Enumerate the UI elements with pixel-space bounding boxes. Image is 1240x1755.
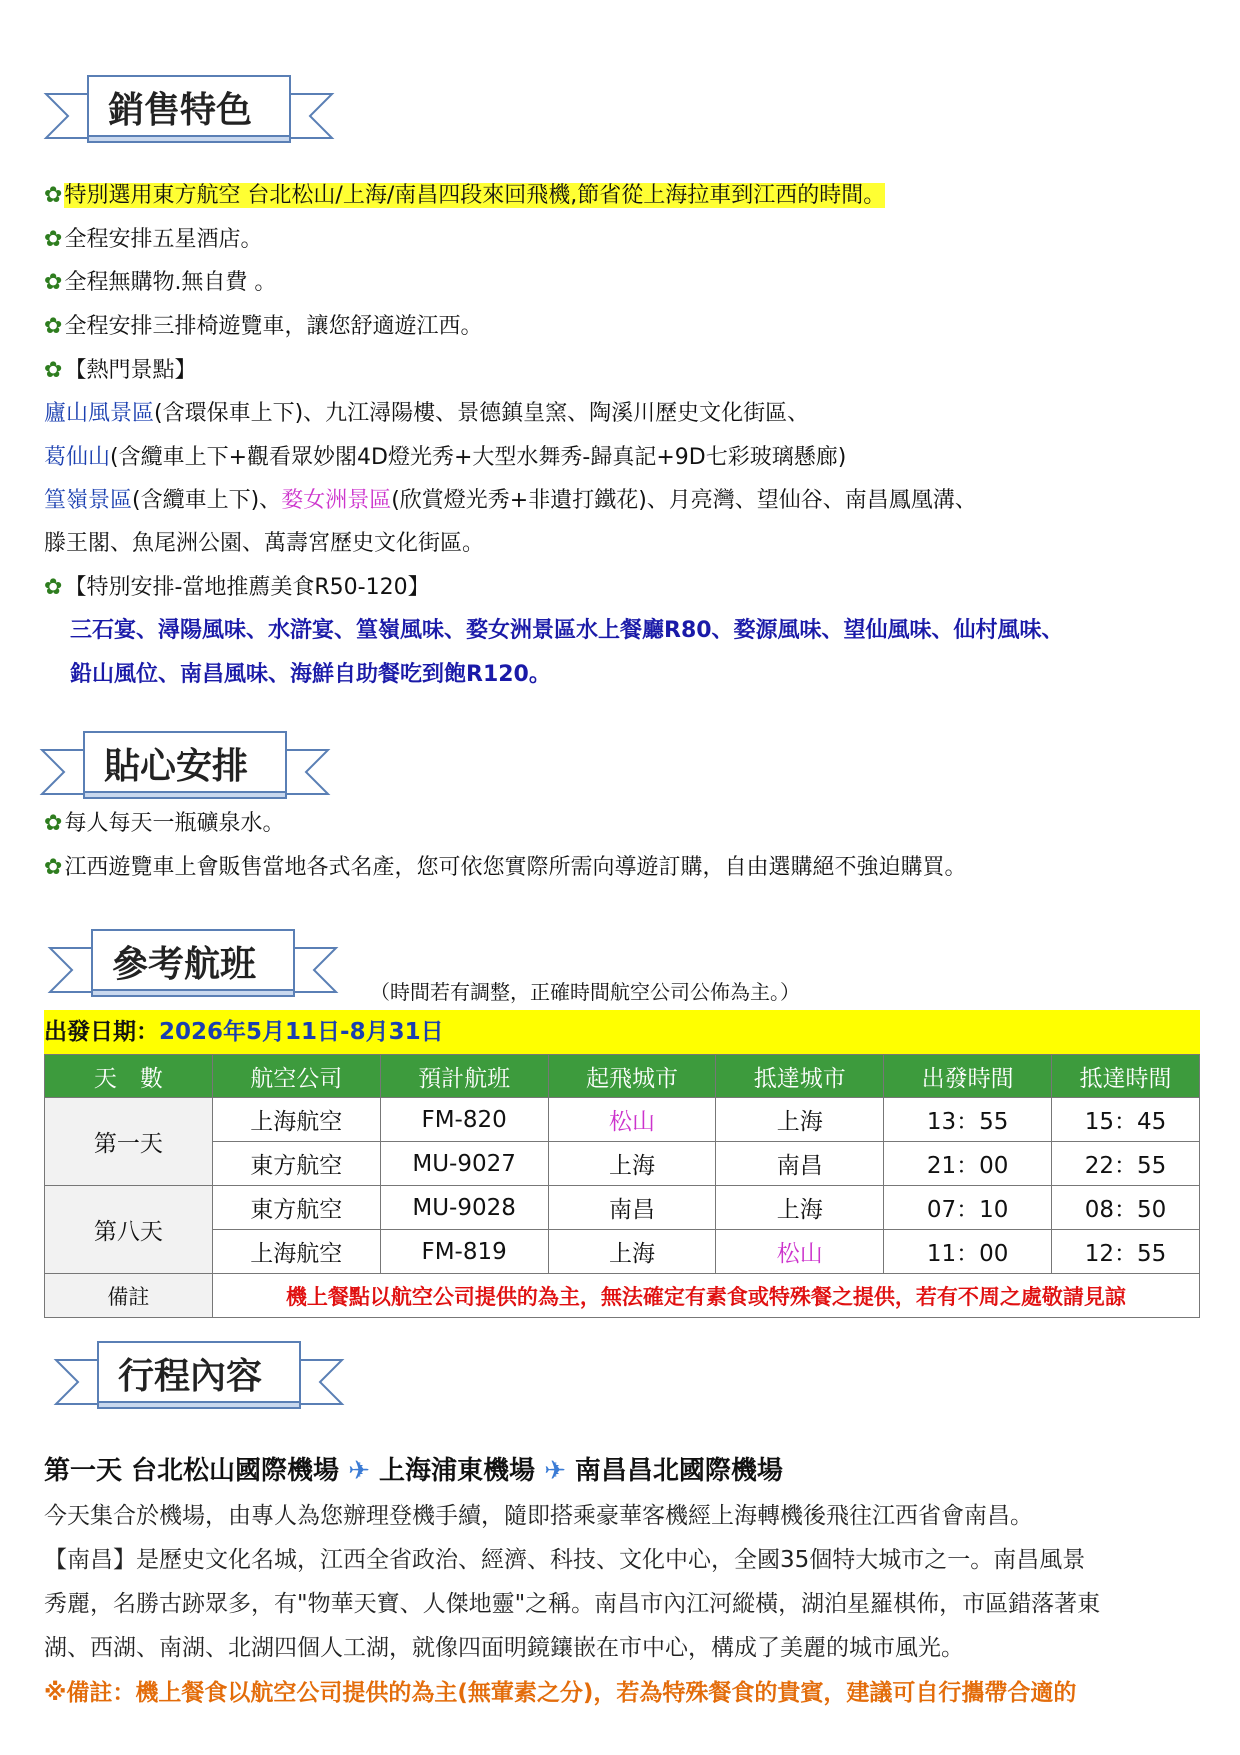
table-header: 預計航班 <box>380 1055 548 1098</box>
remark-label: 備註 <box>45 1274 213 1318</box>
care-item: ✿江西遊覽車上會販售當地各式名產，您可依您實際所需向導遊訂購，自由選購絕不強迫購買。 <box>44 855 967 880</box>
airplane-icon: ✈ <box>348 1456 370 1486</box>
flower-icon: ✿ <box>44 811 63 836</box>
sales-item: ✿特別選用東方航空 台北松山/上海/南昌四段來回飛機,節省從上海拉車到江西的時間。 <box>44 183 886 208</box>
table-row: 第八天 東方航空 MU-9028 南昌 上海 07：10 08：50 <box>45 1186 1200 1230</box>
spots-line: 葛仙山(含纜車上下+觀看眾妙閣4D燈光秀+大型水舞秀-歸真記+9D七彩玻璃懸廊) <box>44 445 847 470</box>
day1-paragraph: 【南昌】是歷史文化名城，江西全省政治、經濟、科技、文化中心，全國35個特大城市之一。南昌風景 <box>44 1547 1086 1573</box>
sales-item: ✿全程安排三排椅遊覽車，讓您舒適遊江西。 <box>44 314 483 339</box>
day1-paragraph: 秀麗，名勝古跡眾多，有"物華天寶、人傑地靈"之稱。南昌市內江河縱橫，湖泊星羅棋佈，市區錯落著東 <box>44 1591 1101 1617</box>
day1-note: ※備註：機上餐食以航空公司提供的為主(無葷素之分)，若為特殊餐食的貴賓，建議可自行攜帶合適的 <box>44 1680 1077 1706</box>
table-header: 抵達時間 <box>1052 1055 1200 1098</box>
table-header: 天 數 <box>45 1055 213 1098</box>
airplane-icon: ✈ <box>544 1456 566 1486</box>
table-remark-row <box>45 1274 1200 1318</box>
flight-note: （時間若有調整，正確時間航空公司公佈為主。） <box>370 980 800 1004</box>
table-header-row <box>45 1055 1200 1098</box>
spots-line: 廬山風景區(含環保車上下)、九江潯陽樓、景德鎮皇窯、陶溪川歷史文化街區、 <box>44 401 810 426</box>
table-row: 東方航空 MU-9027 上海 南昌 21：00 22：55 <box>45 1142 1200 1186</box>
day1-title: 第一天 台北松山國際機場 ✈ 上海浦東機場 ✈ 南昌昌北國際機場 <box>44 1456 783 1486</box>
table-header: 出發時間 <box>884 1055 1052 1098</box>
depart-dates: 2026年5月11日-8月31日 <box>159 1019 444 1045</box>
spots-line: 篁嶺景區(含纜車上下)、婺女洲景區(欣賞燈光秀+非遺打鐵花)、月亮灣、望仙谷、南昌鳳凰溝、 <box>44 488 977 513</box>
flower-icon: ✿ <box>44 358 63 383</box>
flower-icon: ✿ <box>44 575 63 600</box>
depart-date-bar: 出發日期：2026年5月11日-8月31日 <box>44 1010 1200 1054</box>
care-item: ✿每人每天一瓶礦泉水。 <box>44 811 285 836</box>
day-cell: 第八天 <box>45 1186 213 1274</box>
day1-paragraph: 今天集合於機場，由專人為您辦理登機手續，隨即搭乘豪華客機經上海轉機後飛往江西省會南昌。 <box>44 1503 1033 1529</box>
section-banner-itinerary <box>54 1338 344 1414</box>
section-title: 貼心安排 <box>104 746 249 787</box>
sales-item: ✿全程無購物.無自費 。 <box>44 270 277 295</box>
food-line: 三石宴、潯陽風味、水滸宴、篁嶺風味、婺女洲景區水上餐廳R80、婺源風味、望仙風味、仙村風味、 <box>70 618 1064 643</box>
table-row: 上海航空 FM-819 上海 松山 11：00 12：55 <box>45 1230 1200 1274</box>
flower-icon: ✿ <box>44 183 63 208</box>
flight-table <box>44 1054 1200 1318</box>
table-header: 航空公司 <box>212 1055 380 1098</box>
flower-icon: ✿ <box>44 855 63 880</box>
food-title: ✿【特別安排-當地推薦美食R50-120】 <box>44 575 430 600</box>
section-banner-care <box>40 728 330 804</box>
section-title: 行程內容 <box>118 1356 263 1397</box>
section-title: 參考航班 <box>112 944 257 985</box>
sales-item: ✿【熱門景點】 <box>44 358 197 383</box>
remark-text: 機上餐點以航空公司提供的為主，無法確定有素食或特殊餐之提供，若有不周之處敬請見諒 <box>212 1274 1199 1318</box>
day1-paragraph: 湖、西湖、南湖、北湖四個人工湖，就像四面明鏡鑲嵌在市中心，構成了美麗的城市風光。 <box>44 1635 964 1661</box>
table-header: 起飛城市 <box>548 1055 716 1098</box>
table-header: 抵達城市 <box>716 1055 884 1098</box>
flower-icon: ✿ <box>44 227 63 252</box>
food-line: 鉛山風位、南昌風味、海鮮自助餐吃到飽R120。 <box>70 662 551 687</box>
spots-line: 滕王閣、魚尾洲公園、萬壽宮歷史文化街區。 <box>44 531 485 556</box>
flower-icon: ✿ <box>44 314 63 339</box>
flower-icon: ✿ <box>44 270 63 295</box>
section-banner-sales <box>44 72 334 148</box>
section-banner-flights <box>48 926 338 1002</box>
table-row: 第一天 上海航空 FM-820 松山 上海 13：55 15：45 <box>45 1098 1200 1142</box>
sales-item: ✿全程安排五星酒店。 <box>44 227 263 252</box>
day-cell: 第一天 <box>45 1098 213 1186</box>
section-title: 銷售特色 <box>108 90 253 131</box>
